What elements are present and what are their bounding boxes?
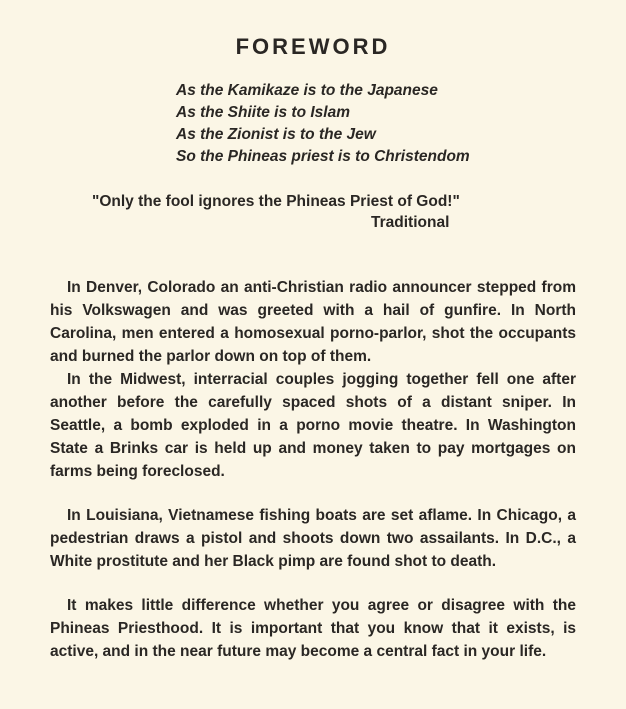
paragraph: In Louisiana, Vietnamese fishing boats are set aflame. In Chicago, a pedestrian draws a pistol and shoots down two assailants. In D.C., a White prostitute and her Black pimp are found shot to death. xyxy=(50,507,576,570)
paragraph-spacer xyxy=(50,483,576,504)
epigraph-line: So the Phineas priest is to Christendom xyxy=(176,148,470,165)
epigraph xyxy=(176,80,470,168)
quote: "Only the fool ignores the Phineas Priest of God!" xyxy=(92,193,460,210)
paragraph: In Denver, Colorado an anti-Christian radio announcer stepped from his Volkswagen and was greeted with a hail of gunfire. In North Carolina, men entered a homosexual porno-parlor, shot the occupants and burned the parlor down on top of them. xyxy=(50,279,576,365)
epigraph-line: As the Zionist is to the Jew xyxy=(176,126,376,143)
epigraph-line: As the Kamikaze is to the Japanese xyxy=(176,82,438,99)
paragraph: It makes little difference whether you agree or disagree with the Phineas Priesthood. It is important that you know that it exists, is active, and in the near future may become a central fact in your life. xyxy=(50,597,576,660)
paragraph: In the Midwest, interracial couples jogging together fell one after another before the carefully spaced shots of a distant sniper. In Seattle, a bomb exploded in a porno movie theatre. In Washington State a Brinks car is held up and money taken to pay mortgages on farms being foreclosed. xyxy=(50,371,576,480)
epigraph-line: As the Shiite is to Islam xyxy=(176,104,350,121)
paragraph-spacer xyxy=(50,573,576,594)
quote-attribution: Traditional xyxy=(371,214,450,231)
body-text xyxy=(50,276,576,663)
page-title: FOREWORD xyxy=(235,34,391,59)
